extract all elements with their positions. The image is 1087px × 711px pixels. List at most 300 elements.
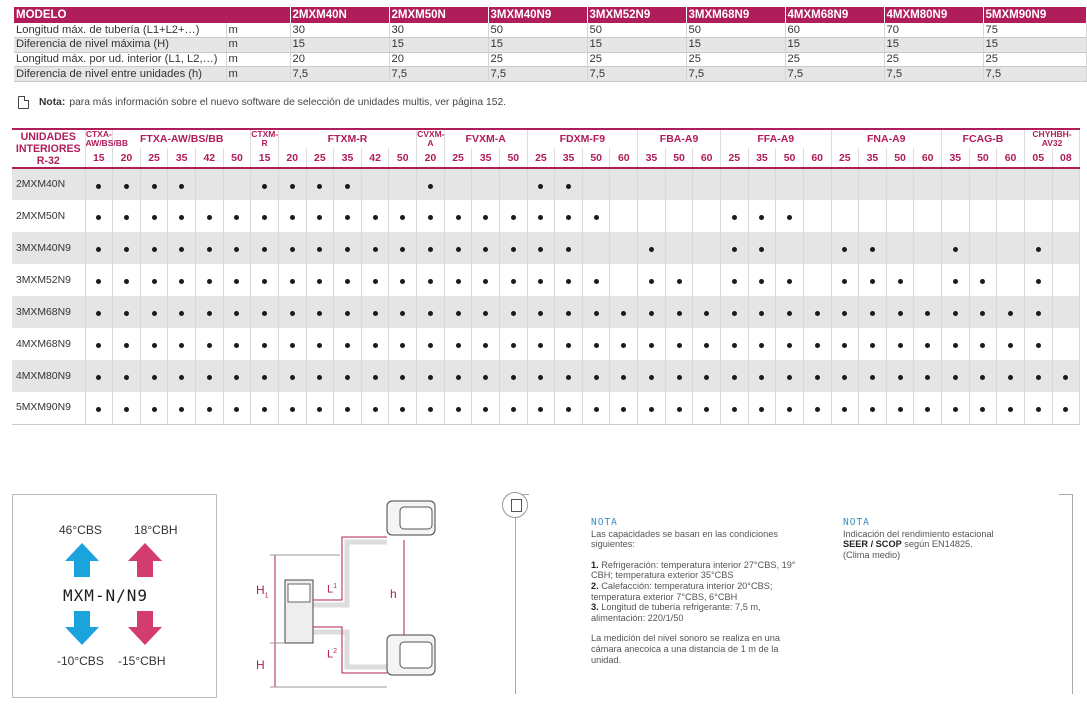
matrix-capacity-header: 35 bbox=[638, 148, 666, 168]
compatible-dot-icon bbox=[152, 375, 157, 380]
compatible-dot-icon bbox=[704, 343, 709, 348]
compatible-dot-icon bbox=[566, 247, 571, 252]
compatible-dot-icon bbox=[124, 343, 129, 348]
compatible-dot-icon bbox=[594, 343, 599, 348]
matrix-family-header: FTXM-R bbox=[278, 129, 416, 148]
matrix-cell bbox=[334, 232, 362, 264]
compatible-dot-icon bbox=[483, 279, 488, 284]
compatible-dot-icon bbox=[290, 247, 295, 252]
matrix-cell bbox=[527, 392, 555, 424]
matrix-cell bbox=[85, 328, 113, 360]
notes-item: 2. Calefacción: temperatura interior 20°CBS; temperatura exterior 7°CBS, 6°CBH bbox=[591, 580, 773, 602]
matrix-cell bbox=[1024, 392, 1052, 424]
matrix-row bbox=[12, 328, 1080, 360]
notes-right-column bbox=[843, 518, 1043, 560]
matrix-cell bbox=[803, 264, 831, 296]
compatible-dot-icon bbox=[649, 375, 654, 380]
spec-cell: 30 bbox=[290, 23, 389, 38]
compatible-dot-icon bbox=[538, 375, 543, 380]
matrix-cell bbox=[1052, 392, 1080, 424]
matrix-cell bbox=[113, 328, 141, 360]
matrix-cell bbox=[140, 168, 168, 200]
compatible-dot-icon bbox=[124, 311, 129, 316]
matrix-cell bbox=[444, 232, 472, 264]
matrix-cell bbox=[168, 328, 196, 360]
matrix-cell bbox=[638, 392, 666, 424]
compatible-dot-icon bbox=[677, 279, 682, 284]
matrix-cell bbox=[638, 168, 666, 200]
matrix-cell bbox=[306, 232, 334, 264]
matrix-cell bbox=[196, 360, 224, 392]
matrix-capacity-header: 15 bbox=[251, 148, 279, 168]
notes-footer: La medición del nivel sonoro se realiza en una cámara anecoica a una distancia de 1 m de la unidad. bbox=[591, 633, 780, 665]
matrix-cell bbox=[417, 328, 445, 360]
spec-cell: 20 bbox=[389, 52, 488, 67]
compatible-dot-icon bbox=[483, 215, 488, 220]
spec-cell: 25 bbox=[983, 52, 1086, 67]
matrix-row bbox=[12, 296, 1080, 328]
compatible-dot-icon bbox=[511, 375, 516, 380]
compatible-dot-icon bbox=[428, 343, 433, 348]
compatible-dot-icon bbox=[290, 311, 295, 316]
compatible-dot-icon bbox=[621, 343, 626, 348]
matrix-cell bbox=[638, 232, 666, 264]
spec-model-header: 5MXM90N9 bbox=[983, 7, 1086, 23]
compatible-dot-icon bbox=[759, 247, 764, 252]
compatible-dot-icon bbox=[290, 279, 295, 284]
matrix-capacity-header: 50 bbox=[389, 148, 417, 168]
compatible-dot-icon bbox=[317, 247, 322, 252]
matrix-cell bbox=[997, 392, 1025, 424]
matrix-cell bbox=[665, 200, 693, 232]
matrix-cell bbox=[113, 232, 141, 264]
compatible-dot-icon bbox=[953, 407, 958, 412]
matrix-cell bbox=[555, 200, 583, 232]
compatible-dot-icon bbox=[787, 407, 792, 412]
compatible-dot-icon bbox=[179, 407, 184, 412]
spec-row-label: Diferencia de nivel máxima (H) bbox=[14, 38, 226, 53]
label-l2: $L^2$ bbox=[327, 648, 338, 661]
spec-cell: 7,5 bbox=[290, 67, 389, 82]
matrix-cell bbox=[748, 392, 776, 424]
matrix-cell bbox=[499, 360, 527, 392]
matrix-cell bbox=[748, 168, 776, 200]
matrix-cell bbox=[638, 264, 666, 296]
compatible-dot-icon bbox=[373, 247, 378, 252]
compatible-dot-icon bbox=[511, 247, 516, 252]
compatible-dot-icon bbox=[787, 215, 792, 220]
compatible-dot-icon bbox=[262, 311, 267, 316]
compatible-dot-icon bbox=[953, 311, 958, 316]
matrix-cell bbox=[859, 360, 887, 392]
compatible-dot-icon bbox=[787, 343, 792, 348]
notes-line: Indicación del rendimiento estacional bbox=[843, 528, 994, 539]
compatible-dot-icon bbox=[538, 184, 543, 189]
matrix-cell bbox=[527, 232, 555, 264]
matrix-cell bbox=[638, 360, 666, 392]
matrix-cell bbox=[721, 360, 749, 392]
compatible-dot-icon bbox=[980, 375, 985, 380]
notes-heading: NOTA bbox=[591, 517, 618, 528]
compatible-dot-icon bbox=[483, 343, 488, 348]
matrix-cell bbox=[693, 232, 721, 264]
compatible-dot-icon bbox=[594, 279, 599, 284]
matrix-cell bbox=[748, 232, 776, 264]
matrix-cell bbox=[251, 168, 279, 200]
matrix-row bbox=[12, 168, 1080, 200]
matrix-cell bbox=[472, 360, 500, 392]
compatible-dot-icon bbox=[898, 279, 903, 284]
matrix-cell bbox=[693, 360, 721, 392]
matrix-cell bbox=[859, 392, 887, 424]
matrix-cell bbox=[776, 168, 804, 200]
matrix-cell bbox=[278, 264, 306, 296]
compatible-dot-icon bbox=[96, 184, 101, 189]
matrix-cell bbox=[721, 392, 749, 424]
matrix-cell bbox=[223, 200, 251, 232]
matrix-cell bbox=[85, 168, 113, 200]
compatible-dot-icon bbox=[152, 407, 157, 412]
label-H: H bbox=[256, 658, 265, 672]
compatible-dot-icon bbox=[124, 407, 129, 412]
compatible-dot-icon bbox=[400, 247, 405, 252]
spec-row bbox=[14, 67, 1086, 82]
matrix-cell bbox=[914, 264, 942, 296]
matrix-cell bbox=[389, 200, 417, 232]
note-text: para más información sobre el nuevo software de selección de unidades multis, ver página 152. bbox=[69, 97, 507, 108]
compatible-dot-icon bbox=[621, 311, 626, 316]
compatible-dot-icon bbox=[262, 184, 267, 189]
matrix-cell bbox=[776, 232, 804, 264]
heat-down-arrow-icon bbox=[128, 611, 162, 645]
compatible-dot-icon bbox=[732, 311, 737, 316]
matrix-cell bbox=[472, 168, 500, 200]
compatible-dot-icon bbox=[815, 343, 820, 348]
matrix-cell bbox=[610, 200, 638, 232]
compatible-dot-icon bbox=[594, 407, 599, 412]
matrix-cell bbox=[472, 232, 500, 264]
matrix-cell bbox=[527, 360, 555, 392]
matrix-cell bbox=[886, 360, 914, 392]
matrix-cell bbox=[942, 392, 970, 424]
matrix-cell bbox=[582, 168, 610, 200]
matrix-capacity-header: 35 bbox=[555, 148, 583, 168]
compatible-dot-icon bbox=[234, 375, 239, 380]
compatible-dot-icon bbox=[898, 407, 903, 412]
matrix-cell bbox=[499, 264, 527, 296]
matrix-cell bbox=[223, 296, 251, 328]
matrix-cell bbox=[334, 296, 362, 328]
matrix-cell bbox=[776, 264, 804, 296]
compatible-dot-icon bbox=[1036, 311, 1041, 316]
compatible-dot-icon bbox=[179, 343, 184, 348]
compatible-dot-icon bbox=[152, 311, 157, 316]
matrix-cell bbox=[555, 392, 583, 424]
matrix-cell bbox=[251, 232, 279, 264]
matrix-cell bbox=[914, 296, 942, 328]
compatible-dot-icon bbox=[704, 311, 709, 316]
matrix-cell bbox=[361, 168, 389, 200]
operating-range-box bbox=[12, 494, 217, 698]
matrix-cell bbox=[914, 360, 942, 392]
compatible-dot-icon bbox=[400, 311, 405, 316]
matrix-cell bbox=[969, 168, 997, 200]
matrix-capacity-header: 60 bbox=[610, 148, 638, 168]
compatible-dot-icon bbox=[649, 247, 654, 252]
compatible-dot-icon bbox=[732, 407, 737, 412]
compatible-dot-icon bbox=[262, 407, 267, 412]
compatible-dot-icon bbox=[207, 407, 212, 412]
matrix-cell bbox=[1024, 200, 1052, 232]
matrix-cell bbox=[168, 264, 196, 296]
spec-row-label: Diferencia de nivel entre unidades (h) bbox=[14, 67, 226, 82]
compatible-dot-icon bbox=[428, 407, 433, 412]
matrix-capacity-header: 15 bbox=[85, 148, 113, 168]
matrix-cell bbox=[1024, 328, 1052, 360]
compatible-dot-icon bbox=[234, 311, 239, 316]
matrix-cell bbox=[969, 232, 997, 264]
compatible-dot-icon bbox=[842, 375, 847, 380]
matrix-cell bbox=[997, 232, 1025, 264]
matrix-cell bbox=[776, 296, 804, 328]
compatible-dot-icon bbox=[732, 279, 737, 284]
matrix-cell bbox=[499, 296, 527, 328]
spec-model-header: 2MXM50N bbox=[389, 7, 488, 23]
matrix-cell bbox=[417, 360, 445, 392]
compatible-dot-icon bbox=[400, 215, 405, 220]
matrix-cell bbox=[693, 392, 721, 424]
spec-cell: 25 bbox=[587, 52, 686, 67]
compatible-dot-icon bbox=[925, 311, 930, 316]
compatible-dot-icon bbox=[953, 343, 958, 348]
matrix-cell bbox=[1052, 200, 1080, 232]
matrix-cell bbox=[140, 392, 168, 424]
spec-cell: 30 bbox=[389, 23, 488, 38]
matrix-cell bbox=[831, 360, 859, 392]
compatible-dot-icon bbox=[538, 407, 543, 412]
compatible-dot-icon bbox=[290, 343, 295, 348]
matrix-capacity-header: 20 bbox=[278, 148, 306, 168]
matrix-cell bbox=[334, 392, 362, 424]
heat-indoor-temp: 18°CBH bbox=[134, 523, 178, 537]
compatible-dot-icon bbox=[179, 311, 184, 316]
compatible-dot-icon bbox=[594, 375, 599, 380]
matrix-cell bbox=[582, 200, 610, 232]
spec-cell: 75 bbox=[983, 23, 1086, 38]
spec-cell: 7,5 bbox=[983, 67, 1086, 82]
matrix-cell bbox=[942, 328, 970, 360]
matrix-cell bbox=[417, 264, 445, 296]
matrix-cell bbox=[278, 168, 306, 200]
matrix-cell bbox=[886, 168, 914, 200]
matrix-family-header: FVXM-A bbox=[444, 129, 527, 148]
spec-header-row bbox=[14, 7, 1086, 23]
compatibility-matrix bbox=[12, 128, 1080, 425]
matrix-cell bbox=[638, 296, 666, 328]
compatible-dot-icon bbox=[815, 311, 820, 316]
matrix-cell bbox=[803, 392, 831, 424]
compatible-dot-icon bbox=[345, 247, 350, 252]
matrix-cell bbox=[831, 264, 859, 296]
matrix-capacity-header: 60 bbox=[803, 148, 831, 168]
matrix-cell bbox=[251, 296, 279, 328]
cool-indoor-temp: 46°CBS bbox=[59, 523, 102, 537]
matrix-cell bbox=[969, 328, 997, 360]
compatible-dot-icon bbox=[262, 215, 267, 220]
compatible-dot-icon bbox=[124, 375, 129, 380]
matrix-cell bbox=[140, 328, 168, 360]
matrix-cell bbox=[444, 392, 472, 424]
compatible-dot-icon bbox=[953, 247, 958, 252]
compatible-dot-icon bbox=[566, 343, 571, 348]
compatible-dot-icon bbox=[207, 311, 212, 316]
compatible-dot-icon bbox=[566, 311, 571, 316]
compatible-dot-icon bbox=[511, 215, 516, 220]
compatible-dot-icon bbox=[428, 247, 433, 252]
matrix-cell bbox=[196, 296, 224, 328]
compatible-dot-icon bbox=[234, 215, 239, 220]
compatible-dot-icon bbox=[483, 311, 488, 316]
matrix-cell bbox=[803, 296, 831, 328]
compatible-dot-icon bbox=[566, 375, 571, 380]
matrix-cell bbox=[555, 168, 583, 200]
matrix-cell bbox=[748, 328, 776, 360]
compatible-dot-icon bbox=[207, 375, 212, 380]
matrix-cell bbox=[389, 232, 417, 264]
spec-cell: 20 bbox=[290, 52, 389, 67]
compatible-dot-icon bbox=[649, 407, 654, 412]
matrix-cell bbox=[306, 328, 334, 360]
piping-diagram bbox=[250, 495, 450, 700]
matrix-cell bbox=[914, 392, 942, 424]
matrix-cell bbox=[417, 168, 445, 200]
compatible-dot-icon bbox=[456, 215, 461, 220]
matrix-cell bbox=[113, 392, 141, 424]
matrix-cell bbox=[85, 392, 113, 424]
matrix-cell bbox=[693, 328, 721, 360]
compatible-dot-icon bbox=[870, 311, 875, 316]
matrix-cell bbox=[942, 296, 970, 328]
notes-list bbox=[591, 560, 811, 624]
matrix-cell bbox=[886, 232, 914, 264]
matrix-cell bbox=[859, 296, 887, 328]
matrix-capacity-row bbox=[12, 148, 1080, 168]
compatible-dot-icon bbox=[207, 215, 212, 220]
compatible-dot-icon bbox=[290, 375, 295, 380]
matrix-capacity-header: 60 bbox=[693, 148, 721, 168]
compatible-dot-icon bbox=[538, 215, 543, 220]
compatible-dot-icon bbox=[428, 279, 433, 284]
spec-header-label: MODELO bbox=[14, 7, 290, 23]
matrix-cell bbox=[85, 264, 113, 296]
matrix-cell bbox=[140, 296, 168, 328]
compatible-dot-icon bbox=[96, 279, 101, 284]
compatible-dot-icon bbox=[1008, 407, 1013, 412]
compatible-dot-icon bbox=[538, 343, 543, 348]
notes-line: SEER / SCOP según EN14825. bbox=[843, 539, 973, 550]
matrix-cell bbox=[334, 264, 362, 296]
compatible-dot-icon bbox=[732, 215, 737, 220]
matrix-cell bbox=[776, 328, 804, 360]
spec-cell: 15 bbox=[389, 38, 488, 53]
compatible-dot-icon bbox=[373, 311, 378, 316]
matrix-cell bbox=[251, 200, 279, 232]
matrix-cell bbox=[610, 264, 638, 296]
compatible-dot-icon bbox=[842, 407, 847, 412]
matrix-cell bbox=[582, 360, 610, 392]
spec-cell: 70 bbox=[884, 23, 983, 38]
matrix-cell bbox=[361, 264, 389, 296]
matrix-cell bbox=[1052, 328, 1080, 360]
compatible-dot-icon bbox=[704, 375, 709, 380]
matrix-cell bbox=[85, 200, 113, 232]
matrix-cell bbox=[665, 232, 693, 264]
compatible-dot-icon bbox=[152, 279, 157, 284]
compatible-dot-icon bbox=[345, 375, 350, 380]
matrix-cell bbox=[1052, 296, 1080, 328]
matrix-capacity-header: 50 bbox=[886, 148, 914, 168]
compatible-dot-icon bbox=[96, 311, 101, 316]
compatible-dot-icon bbox=[925, 343, 930, 348]
matrix-family-header: CHYHBH-AV32 bbox=[1024, 129, 1079, 148]
spec-cell: 7,5 bbox=[389, 67, 488, 82]
matrix-capacity-header: 25 bbox=[721, 148, 749, 168]
matrix-row bbox=[12, 264, 1080, 296]
compatible-dot-icon bbox=[677, 343, 682, 348]
compatible-dot-icon bbox=[152, 343, 157, 348]
compatible-dot-icon bbox=[953, 279, 958, 284]
compatible-dot-icon bbox=[483, 407, 488, 412]
matrix-cell bbox=[223, 264, 251, 296]
matrix-cell bbox=[803, 360, 831, 392]
matrix-cell bbox=[831, 200, 859, 232]
matrix-cell bbox=[776, 392, 804, 424]
compatible-dot-icon bbox=[759, 375, 764, 380]
matrix-family-header: FFA-A9 bbox=[721, 129, 832, 148]
matrix-cell bbox=[748, 296, 776, 328]
spec-model-header: 3MXM52N9 bbox=[587, 7, 686, 23]
matrix-cell bbox=[693, 296, 721, 328]
matrix-cell bbox=[278, 360, 306, 392]
compatible-dot-icon bbox=[152, 215, 157, 220]
matrix-cell bbox=[417, 200, 445, 232]
spec-cell: 50 bbox=[587, 23, 686, 38]
compatible-dot-icon bbox=[870, 279, 875, 284]
matrix-cell bbox=[610, 328, 638, 360]
spec-cell: 50 bbox=[686, 23, 785, 38]
matrix-cell bbox=[555, 264, 583, 296]
matrix-cell bbox=[665, 168, 693, 200]
compatible-dot-icon bbox=[456, 375, 461, 380]
matrix-cell bbox=[113, 264, 141, 296]
matrix-row-model: 3MXM52N9 bbox=[12, 264, 85, 296]
matrix-family-row bbox=[12, 129, 1080, 148]
matrix-cell bbox=[886, 296, 914, 328]
matrix-capacity-header: 25 bbox=[306, 148, 334, 168]
matrix-cell bbox=[859, 264, 887, 296]
compatible-dot-icon bbox=[1036, 343, 1041, 348]
spec-row-label: Longitud máx. por ud. interior (L1, L2,…) bbox=[14, 52, 226, 67]
spec-cell: 15 bbox=[785, 38, 884, 53]
matrix-cell bbox=[969, 264, 997, 296]
compatible-dot-icon bbox=[649, 343, 654, 348]
matrix-cell bbox=[140, 200, 168, 232]
matrix-cell bbox=[665, 328, 693, 360]
matrix-cell bbox=[693, 168, 721, 200]
spec-row bbox=[14, 52, 1086, 67]
matrix-cell bbox=[113, 360, 141, 392]
compatible-dot-icon bbox=[980, 343, 985, 348]
